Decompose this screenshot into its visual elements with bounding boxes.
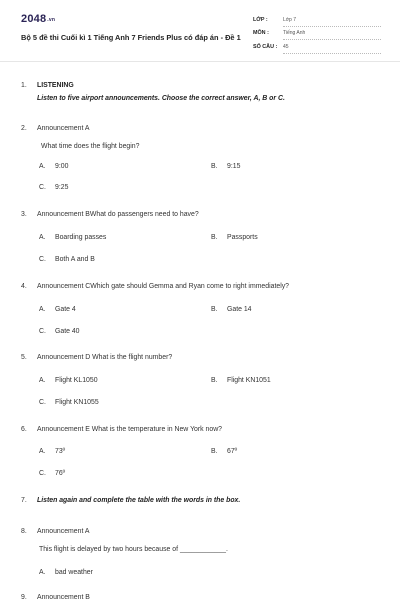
document-title: Bộ 5 đề thi Cuối kì 1 Tiếng Anh 7 Friends Plus có đáp án - Đề 1 bbox=[21, 33, 241, 42]
answer-option[interactable]: A. Boarding passes bbox=[39, 234, 107, 241]
answer-option[interactable]: C. 76º bbox=[39, 470, 66, 477]
answer-option[interactable]: C. Flight KN1055 bbox=[39, 399, 99, 406]
meta-class: LỚP : Lớp 7 bbox=[253, 17, 281, 23]
question-2-prompt: What time does the flight begin? bbox=[41, 143, 140, 150]
answer-option[interactable]: C. 9:25 bbox=[39, 184, 69, 191]
answer-option[interactable]: A. Gate 4 bbox=[39, 306, 76, 313]
answer-option[interactable]: B. 9:15 bbox=[211, 163, 241, 170]
question-1-instruction: Listen to five airport announcements. Choose the correct answer, A, B or C. bbox=[37, 95, 285, 102]
answer-option[interactable]: A. 73º bbox=[39, 448, 66, 455]
answer-option[interactable]: C. Gate 40 bbox=[39, 328, 80, 335]
section-heading: LISTENING bbox=[37, 82, 74, 89]
answer-option[interactable]: B. Flight KN1051 bbox=[211, 377, 271, 384]
site-logo[interactable]: 2048.vn bbox=[21, 13, 56, 25]
answer-option[interactable]: A. bad weather bbox=[39, 569, 93, 576]
question-8-prompt: This flight is delayed by two hours because of ____________. bbox=[39, 546, 228, 553]
meta-question-count: SỐ CÂU : 45 bbox=[253, 44, 281, 50]
answer-option[interactable]: A. Flight KL1050 bbox=[39, 377, 98, 384]
answer-option[interactable]: B. Passports bbox=[211, 234, 258, 241]
answer-option[interactable]: B. 67º bbox=[211, 448, 238, 455]
answer-option[interactable]: C. Both A and B bbox=[39, 256, 95, 263]
answer-option[interactable]: A. 9:00 bbox=[39, 163, 69, 170]
meta-subject: MÔN : Tiếng Anh bbox=[253, 30, 281, 36]
answer-option[interactable]: B. Gate 14 bbox=[211, 306, 252, 313]
document-header bbox=[0, 0, 400, 62]
